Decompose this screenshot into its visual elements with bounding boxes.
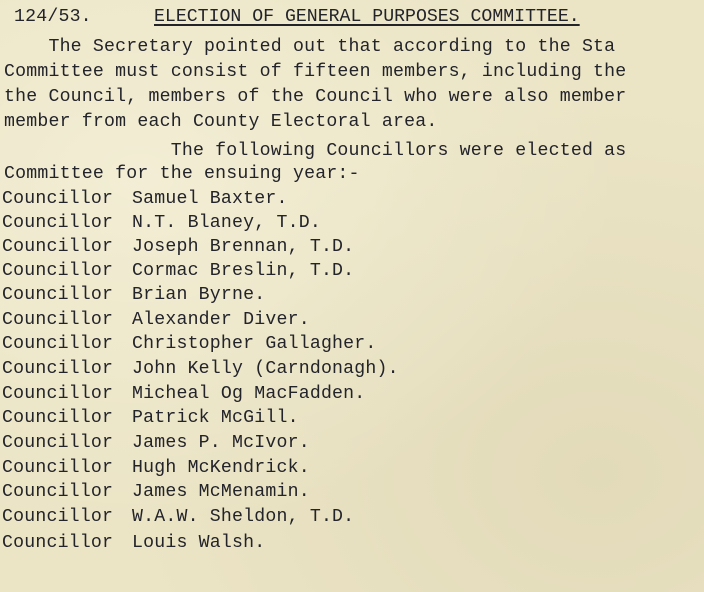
- councillor-title: Councillor: [2, 285, 114, 305]
- councillor-name: John Kelly (Carndonagh).: [132, 359, 399, 379]
- paragraph-line: The following Councillors were elected as: [4, 141, 627, 161]
- councillor-name: Patrick McGill.: [132, 408, 299, 428]
- councillor-entry: [2, 188, 288, 210]
- heading-row: [14, 6, 704, 28]
- councillor-title: Councillor: [2, 507, 114, 527]
- councillor-entry: [2, 236, 354, 258]
- councillor-name: James P. McIvor.: [132, 433, 310, 453]
- councillor-title: Councillor: [2, 359, 114, 379]
- councillor-name: N.T. Blaney, T.D.: [132, 213, 321, 233]
- councillor-title: Councillor: [2, 533, 114, 553]
- councillor-title: Councillor: [2, 237, 114, 257]
- councillor-name: Joseph Brennan, T.D.: [132, 237, 355, 257]
- paragraph-line: The Secretary pointed out that according to the Sta: [4, 37, 616, 57]
- councillor-title: Councillor: [2, 458, 114, 478]
- councillor-title: Councillor: [2, 310, 114, 330]
- councillor-title: Councillor: [2, 384, 114, 404]
- councillor-entry: [2, 481, 310, 503]
- councillor-entry: [2, 383, 365, 405]
- councillor-entry: [2, 212, 321, 234]
- councillor-entry: [2, 506, 354, 528]
- councillor-name: Samuel Baxter.: [132, 189, 288, 209]
- councillor-name: Hugh McKendrick.: [132, 458, 310, 478]
- councillor-title: Councillor: [2, 213, 114, 233]
- councillor-entry: [2, 309, 310, 331]
- councillor-title: Councillor: [2, 334, 114, 354]
- paragraph-line: the Council, members of the Council who were also member: [4, 87, 627, 107]
- councillor-title: Councillor: [2, 482, 114, 502]
- councillor-entry: [2, 457, 310, 479]
- paragraph-line: member from each County Electoral area.: [4, 112, 438, 132]
- councillor-name: Alexander Diver.: [132, 310, 310, 330]
- councillor-title: Councillor: [2, 433, 114, 453]
- councillor-name: Louis Walsh.: [132, 533, 266, 553]
- councillor-entry: [2, 532, 265, 554]
- paragraph-line: Committee must consist of fifteen members, including the: [4, 62, 627, 82]
- councillor-title: Councillor: [2, 189, 114, 209]
- councillor-name: Brian Byrne.: [132, 285, 266, 305]
- minute-reference: 124/53.: [14, 7, 92, 27]
- councillor-entry: [2, 260, 354, 282]
- councillor-entry: [2, 333, 377, 355]
- councillor-entry: [2, 407, 299, 429]
- paragraph-line: Committee for the ensuing year:-: [4, 164, 360, 184]
- councillor-entry: [2, 284, 265, 306]
- councillor-name: Micheal Og MacFadden.: [132, 384, 366, 404]
- councillor-title: Councillor: [2, 408, 114, 428]
- councillor-entry: [2, 358, 399, 380]
- councillor-name: Cormac Breslin, T.D.: [132, 261, 355, 281]
- section-heading: ELECTION OF GENERAL PURPOSES COMMITTEE.: [154, 7, 580, 27]
- councillor-entry: [2, 432, 310, 454]
- councillor-name: Christopher Gallagher.: [132, 334, 377, 354]
- councillor-name: W.A.W. Sheldon, T.D.: [132, 507, 355, 527]
- councillor-title: Councillor: [2, 261, 114, 281]
- councillor-name: James McMenamin.: [132, 482, 310, 502]
